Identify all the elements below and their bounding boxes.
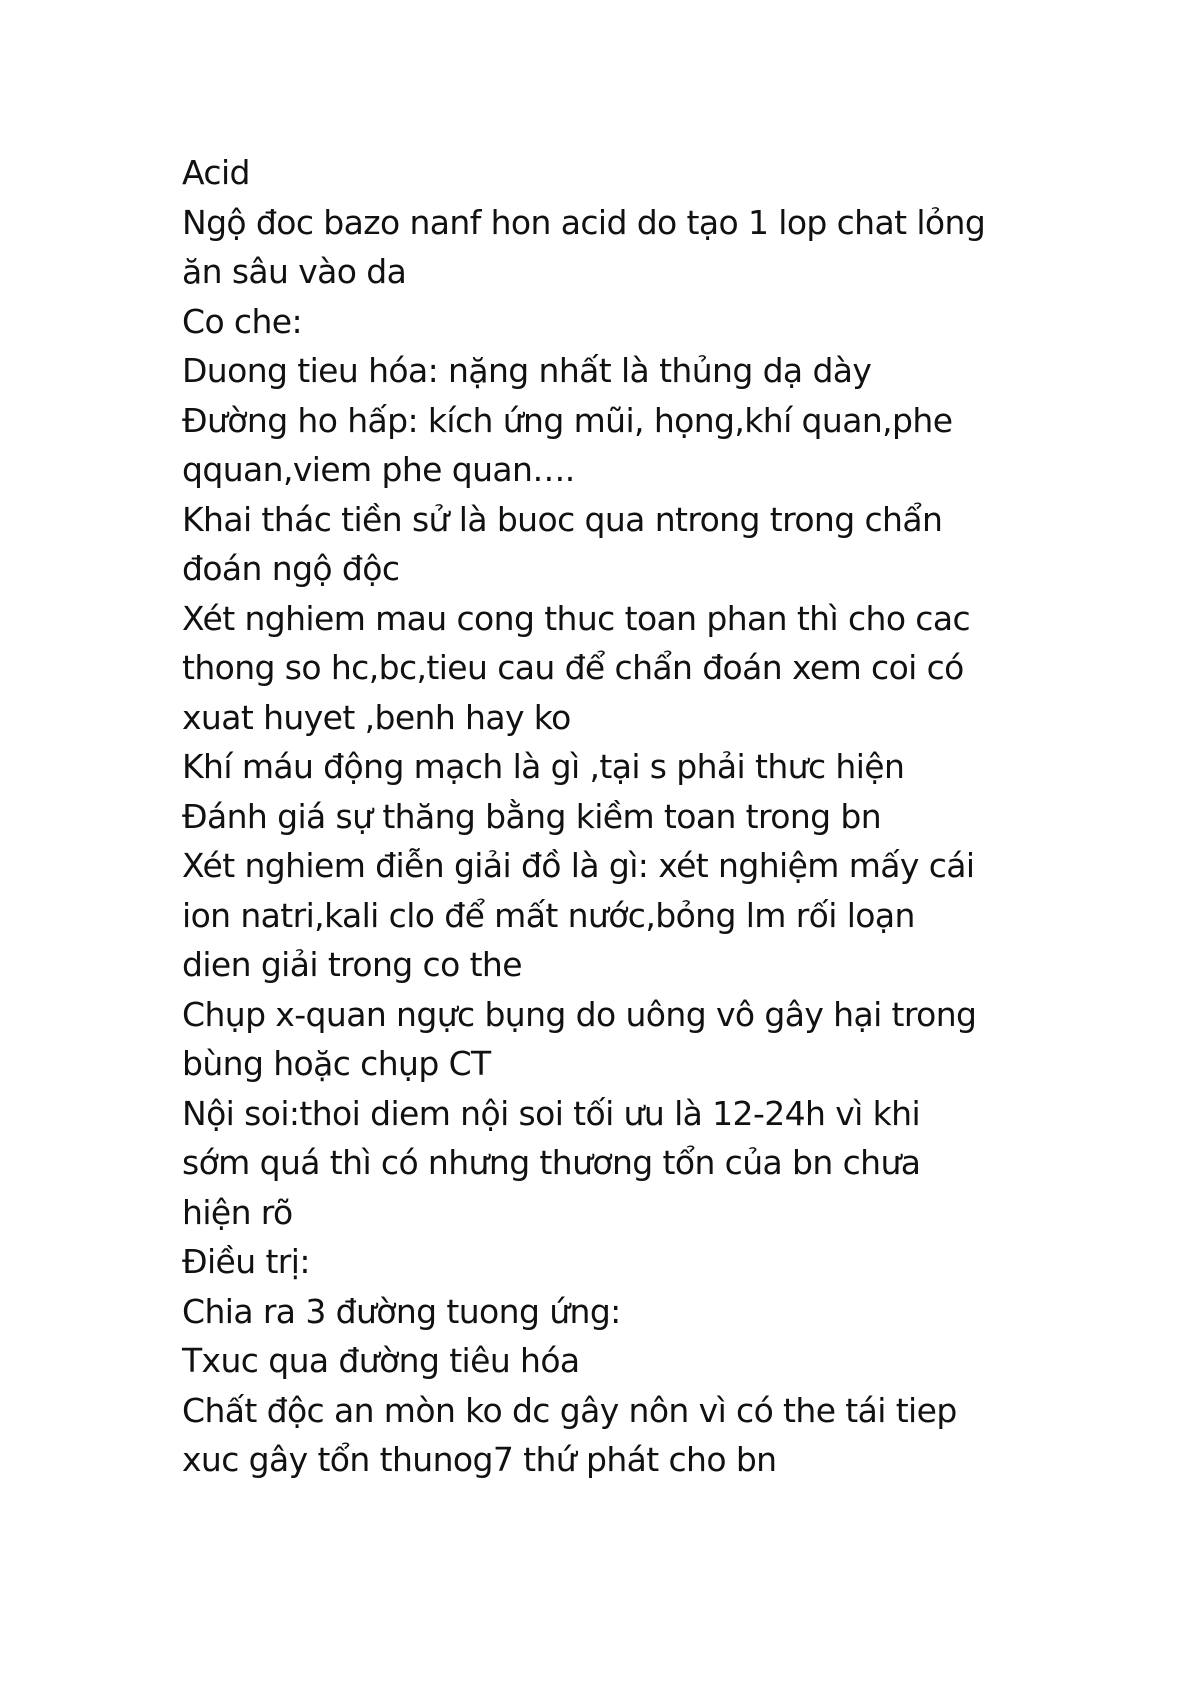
doc-line: Xét nghiem mau cong thuc toan phan thì cho cac bbox=[182, 598, 971, 638]
doc-line: sớm quá thì có nhưng thương tổn của bn chưa bbox=[182, 1143, 921, 1182]
doc-line: Chụp x-quan ngực bụng do uông vô gây hại trong bbox=[182, 994, 977, 1034]
doc-line: Chia ra 3 đường tuong ứng: bbox=[182, 1291, 621, 1331]
doc-line: Khai thác tiền sử là buoc qua ntrong trong chẩn bbox=[182, 499, 943, 539]
doc-line: Ngộ đoc bazo nanf hon acid do tạo 1 lop chat lỏng bbox=[182, 202, 986, 242]
doc-line: xuc gây tổn thunog7 thứ phát cho bn bbox=[182, 1440, 777, 1479]
doc-line: thong so hc,bc,tieu cau để chẩn đoán xem coi có bbox=[182, 648, 964, 687]
doc-line: ăn sâu vào da bbox=[182, 252, 407, 291]
doc-line: ion natri,kali clo để mất nước,bỏng lm rối loạn bbox=[182, 895, 915, 935]
doc-line: Acid bbox=[182, 153, 250, 192]
doc-line: xuat huyet ,benh hay ko bbox=[182, 697, 571, 737]
doc-line: Khí máu động mạch là gì ,tại s phải thưc hiện bbox=[182, 747, 905, 786]
doc-line: đoán ngộ độc bbox=[182, 549, 400, 588]
doc-line: Đường ho hấp: kích ứng mũi, họng,khí quan,phe bbox=[182, 400, 953, 440]
document-body bbox=[182, 148, 1062, 1485]
doc-line: Nội soi:thoi diem nội soi tối ưu là 12-24h vì khi bbox=[182, 1093, 921, 1133]
doc-line: Đánh giá sự thăng bằng kiềm toan trong bn bbox=[182, 796, 882, 836]
doc-line: hiện rõ bbox=[182, 1192, 293, 1232]
doc-line: Txuc qua đường tiêu hóa bbox=[182, 1341, 580, 1380]
doc-line: Chất độc an mòn ko dc gây nôn vì có the tái tiep bbox=[182, 1390, 957, 1430]
doc-line: bùng hoặc chụp CT bbox=[182, 1044, 491, 1083]
doc-line: qquan,viem phe quan…. bbox=[182, 450, 575, 489]
doc-line: Co che: bbox=[182, 301, 303, 341]
doc-line: dien giải trong co the bbox=[182, 945, 522, 984]
doc-line: Duong tieu hóa: nặng nhất là thủng dạ dày bbox=[182, 351, 872, 390]
doc-line: Điều trị: bbox=[182, 1242, 310, 1281]
doc-line: Xét nghiem điễn giải đồ là gì: xét nghiệm mấy cái bbox=[182, 846, 975, 885]
